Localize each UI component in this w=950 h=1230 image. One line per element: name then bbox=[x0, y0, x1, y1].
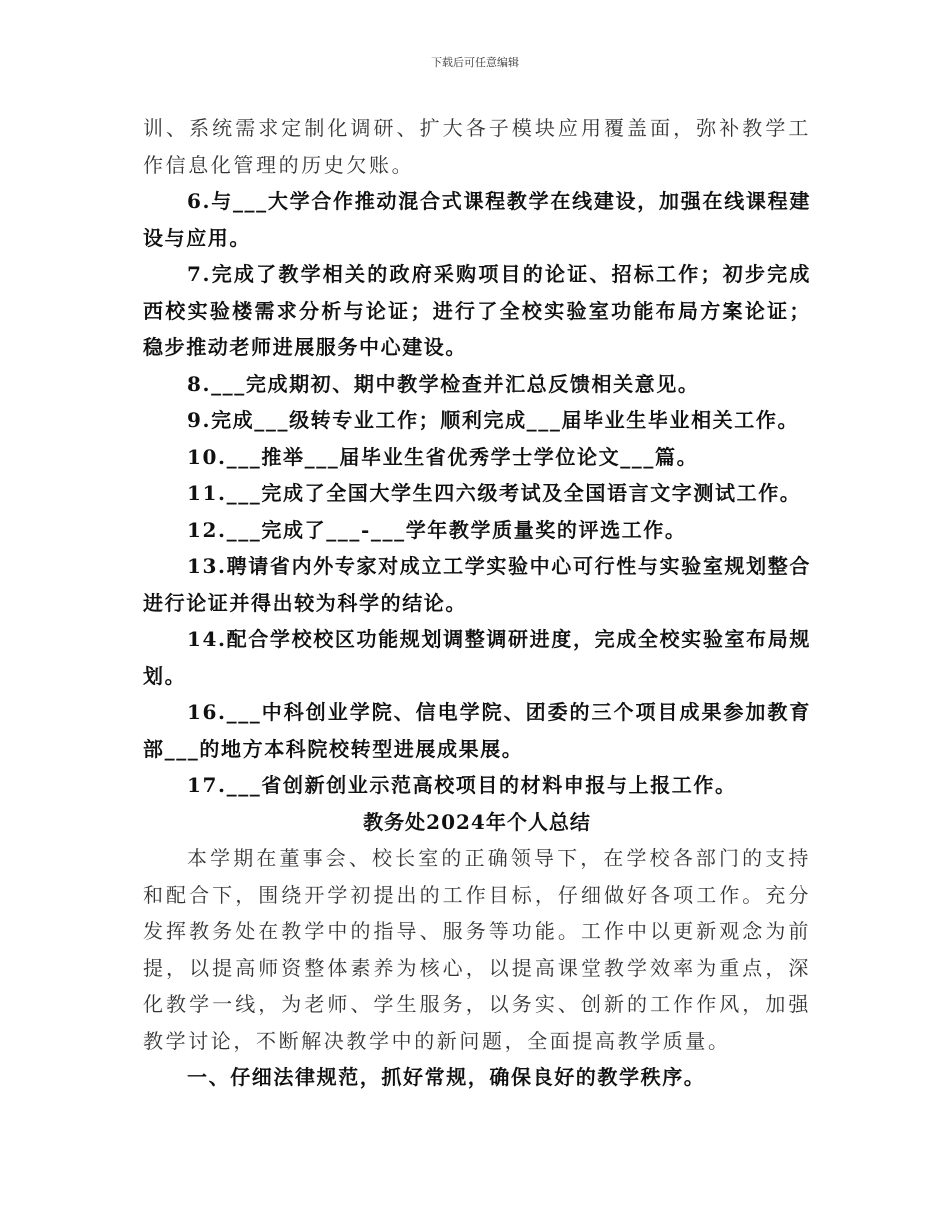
continued-paragraph: 训、系统需求定制化调研、扩大各子模块应用覆盖面，弥补教学工作信息化管理的历史欠账。 bbox=[143, 116, 811, 177]
page-header: 下载后可任意编辑 bbox=[431, 56, 519, 69]
list-item-12: 12.___完成了___-___学年教学质量奖的评选工作。 bbox=[187, 517, 687, 542]
section-title: 教务处2024年个人总结 bbox=[363, 809, 591, 834]
list-item-10: 10.___推举___届毕业生省优秀学士学位论文___篇。 bbox=[187, 444, 699, 469]
list-item-13: 13.聘请省内外专家对成立工学实验中心可行性与实验室规划整合进行论证并得出较为科学的结论。 bbox=[143, 554, 811, 615]
list-item-9: 9.完成___级转专业工作；顺利完成___届毕业生毕业相关工作。 bbox=[187, 408, 800, 432]
list-item-7: 7.完成了教学相关的政府采购项目的论证、招标工作；初步完成西校实验楼需求分析与论证；进行了全校实验室功能布局方案论证；稳步推动老师进展服务中心建设。 bbox=[143, 262, 811, 359]
intro-paragraph: 本学期在董事会、校长室的正确领导下，在学校各部门的支持和配合下，围绕开学初提出的工作目标，仔细做好各项工作。充分发挥教务处在教学中的指导、服务等功能。工作中以更新观念为前提，以提高师资整体素养为核心，以提高课堂教学效率为重点，深化教学一线，为老师、学生服务，以务实、创新的工作作风，加强教学讨论，不断解决教学中的新问题，全面提高教学质量。 bbox=[143, 846, 811, 1053]
list-item-17: 17.___省创新创业示范高校项目的材料申报与上报工作。 bbox=[187, 773, 737, 797]
list-item-14: 14.配合学校校区功能规划调整调研进度，完成全校实验室布局规划。 bbox=[143, 627, 811, 688]
list-item-16: 16.___中科创业学院、信电学院、团委的三个项目成果参加教育部___的地方本科院校转型进展成果展。 bbox=[143, 700, 811, 761]
list-item-8: 8.___完成期初、期中教学检查并汇总反馈相关意见。 bbox=[187, 371, 700, 396]
list-item-11: 11.___完成了全国大学生四六级考试及全国语言文字测试工作。 bbox=[187, 481, 802, 505]
section-heading-1: 一、仔细法律规范，抓好常规，确保良好的教学秩序。 bbox=[187, 1065, 706, 1089]
document-body bbox=[143, 110, 811, 1096]
list-item-6: 6.与___大学合作推动混合式课程教学在线建设，加强在线课程建设与应用。 bbox=[143, 189, 811, 250]
